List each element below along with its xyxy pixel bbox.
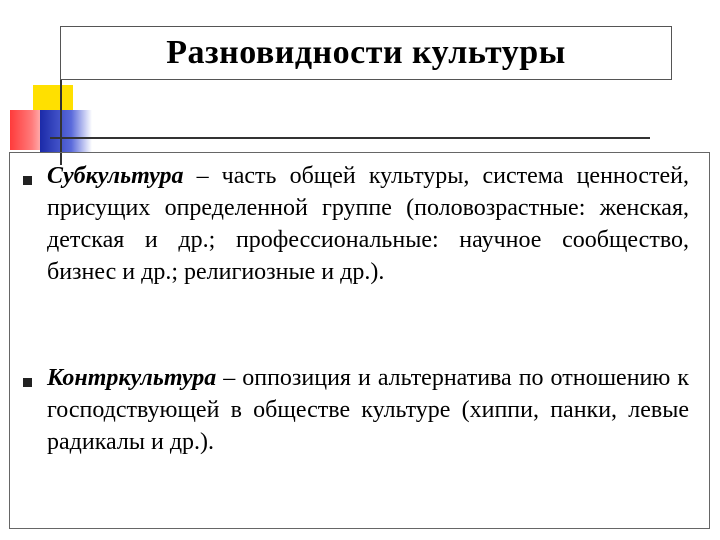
square-bullet-icon	[23, 378, 32, 387]
list-item-subculture	[47, 160, 689, 288]
decor-blue-square	[40, 110, 92, 152]
definition-subculture: – часть общей культуры, система ценностей, присущих определенной группе (половозрастные: женская, детская и др.; профессиональные: научное сообщество, бизнес и др.; религиозные и др.).	[47, 163, 689, 285]
term-counterculture: Контркультура	[47, 365, 217, 391]
slide-title: Разновидности культуры	[166, 34, 566, 71]
square-bullet-icon	[23, 176, 32, 185]
slide-title-box	[60, 26, 672, 80]
definition-counterculture: – оппозиция и альтернатива по отношению к господствующей в обществе культуре (хиппи, панки, левые радикалы и др.).	[47, 365, 689, 455]
list-item-counterculture	[47, 362, 689, 458]
term-subculture: Субкультура	[47, 163, 184, 189]
decor-horizontal-line	[50, 137, 650, 139]
